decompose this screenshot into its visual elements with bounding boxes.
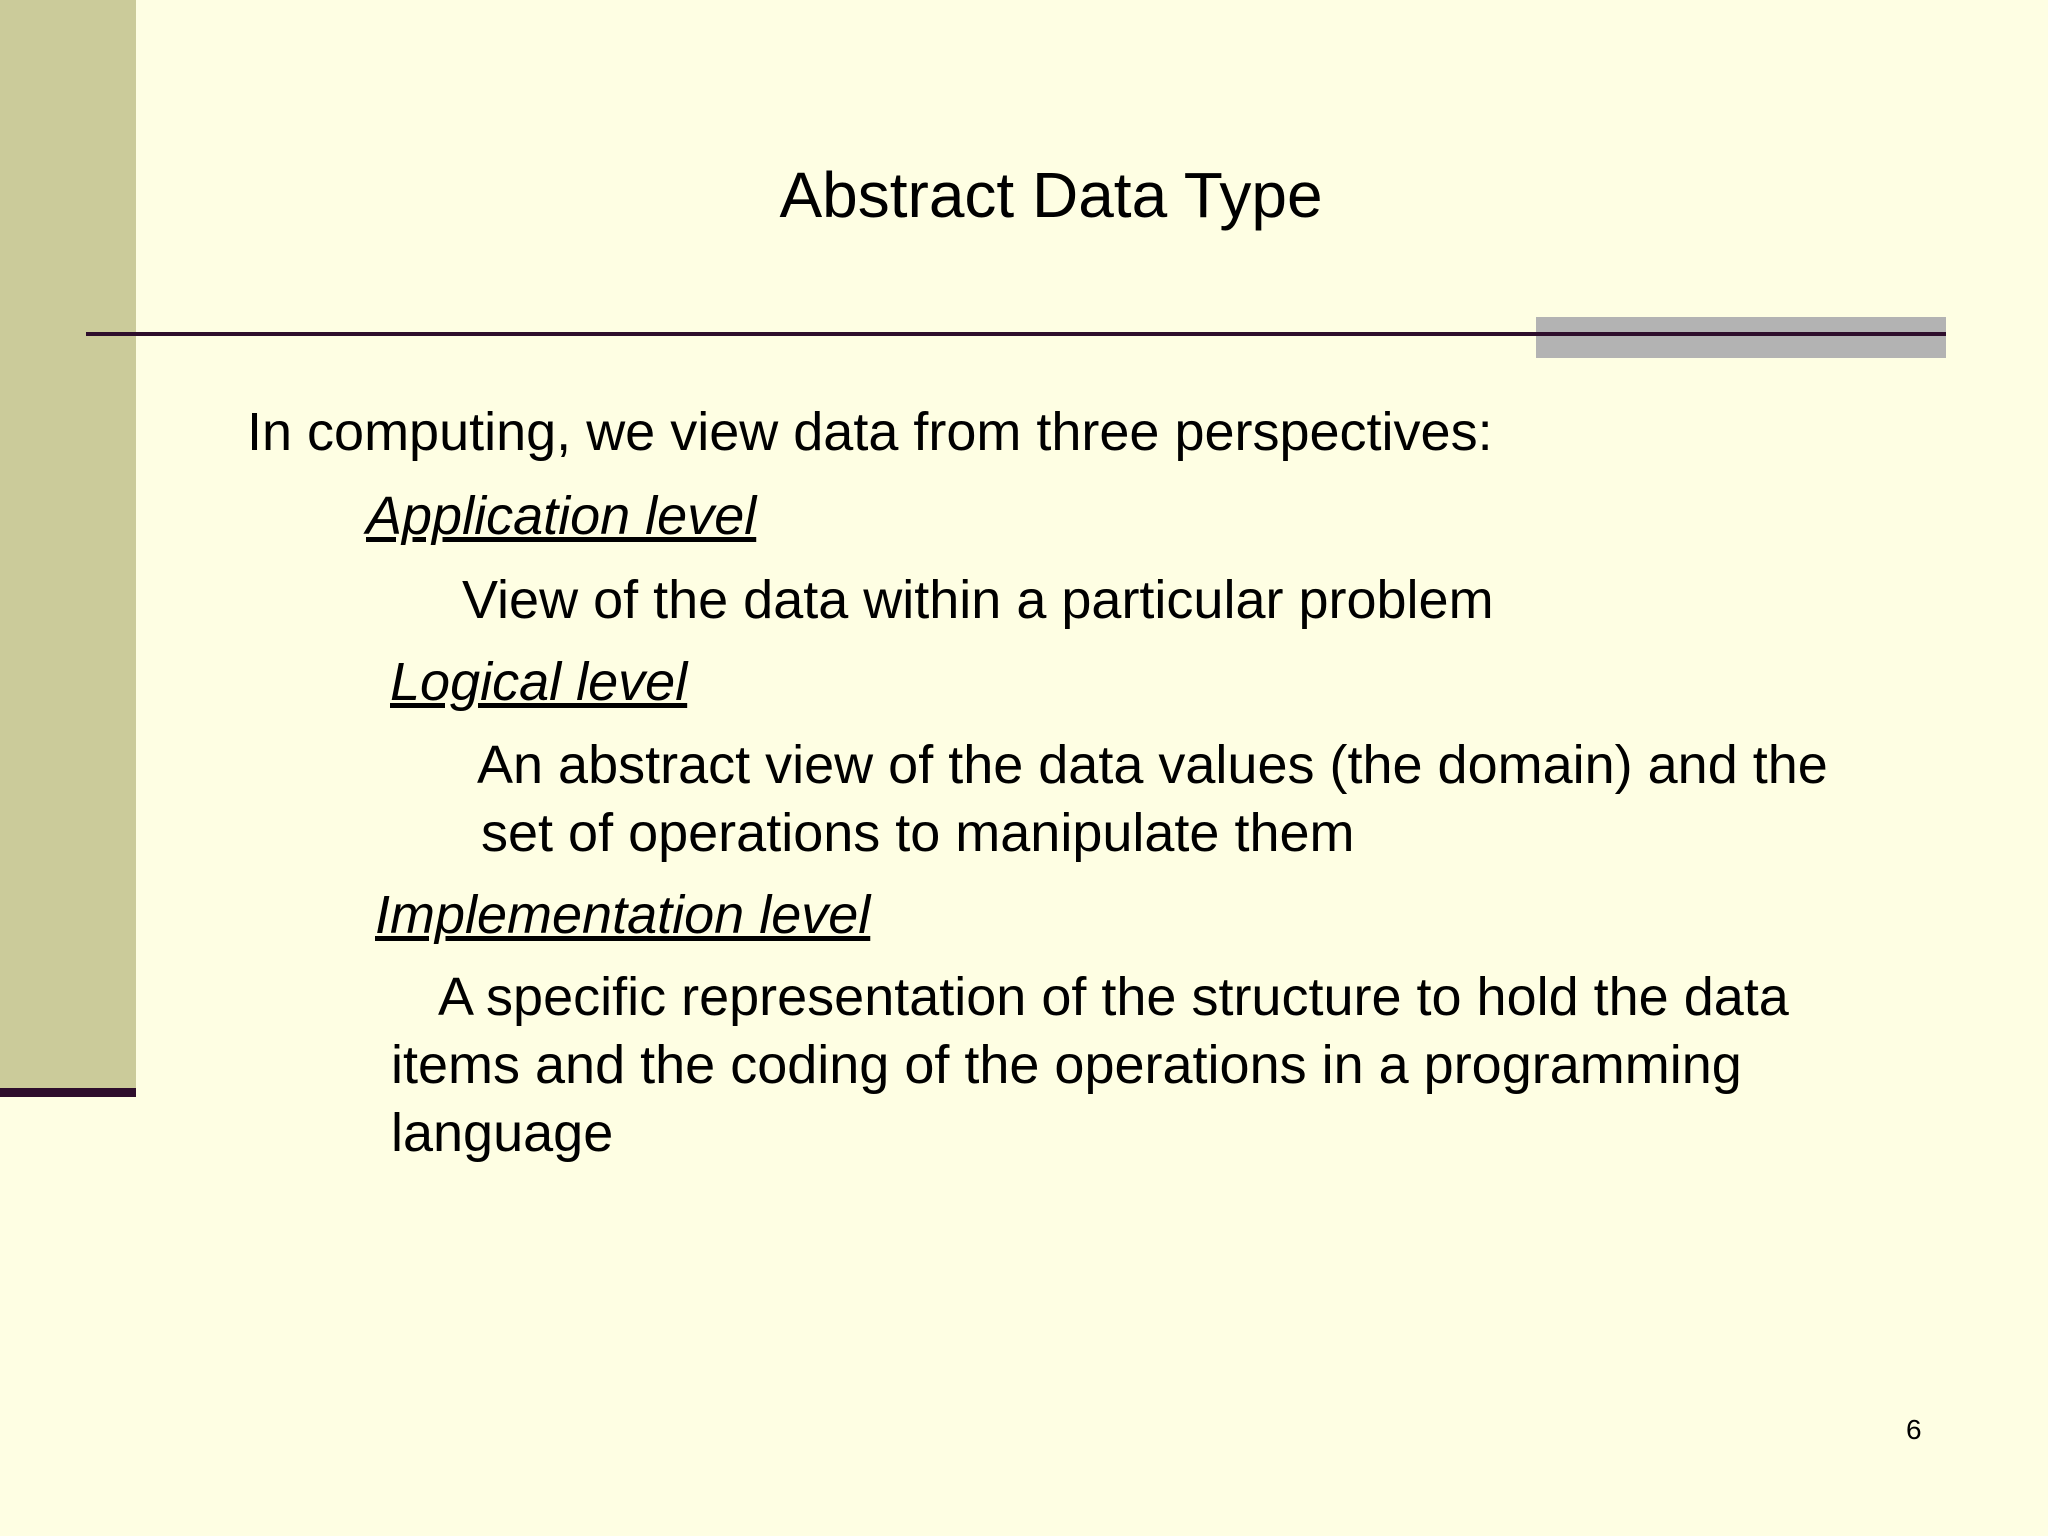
slide-title: Abstract Data Type [779,159,1323,231]
application-level-heading: Application level [366,486,757,546]
title-divider [86,332,1946,336]
logical-level-description-line-2: set of operations to manipulate them [481,803,1355,863]
implementation-level-description-line-2: items and the coding of the operations in a programming [391,1035,1742,1095]
implementation-level-heading: Implementation level [375,885,871,945]
title-accent-block [1536,317,1946,358]
slide-number: 6 [1906,1414,1922,1445]
implementation-level-description-line-3: language [391,1103,614,1163]
implementation-level-description-line-1: A specific representation of the structure to hold the data [438,967,1789,1027]
left-band-base-line [0,1088,136,1097]
left-decorative-band [0,0,136,1088]
logical-level-heading: Logical level [390,652,688,712]
application-level-description: View of the data within a particular problem [462,570,1494,630]
intro-text: In computing, we view data from three perspectives: [247,402,1493,462]
logical-level-description-line-1: An abstract view of the data values (the domain) and the [477,735,1828,795]
